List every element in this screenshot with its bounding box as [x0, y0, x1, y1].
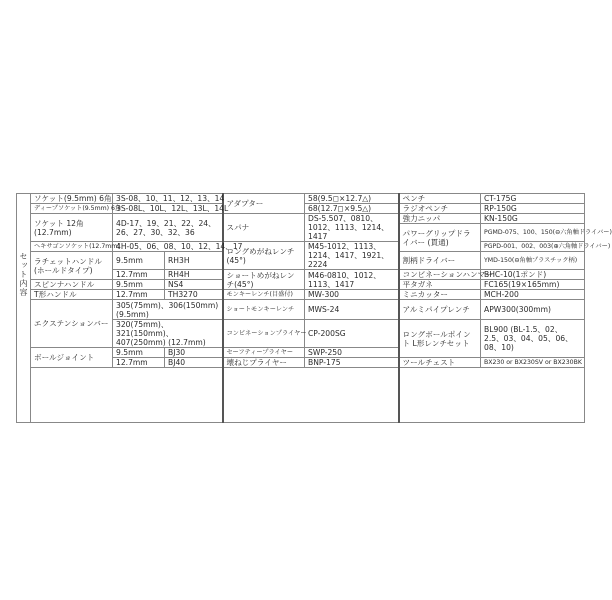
mid-item-name: スパナ [223, 214, 305, 242]
left-item-name: T形ハンドル [31, 290, 113, 300]
mid-item-name: ショートめがねレンチ(45°) [223, 270, 305, 290]
left-item-name: ヘキサゴンソケット(12.7mm) [31, 242, 113, 252]
mid-item-name: アダプター [223, 194, 305, 214]
mid-item-value: DS-5.507、0810、1012、1113、1214、1417 [305, 214, 399, 242]
left-item-value: 4H-05、06、08、10、12、14、17 [113, 242, 223, 252]
mid-item-value: M45-1012、1113、1214、1417、1921、2224 [305, 242, 399, 270]
right-item-name: ツールチェスト [399, 358, 481, 368]
right-item-value: YMD-150(⊖角軸プラスチック柄) [481, 252, 585, 270]
left-item-name: ディープソケット(9.5mm) 6角 [31, 204, 113, 214]
right-item-value: PGPD-001、002、003(⊕六角軸ドライバー) [481, 242, 585, 252]
right-item-value: RP-150G [481, 204, 585, 214]
empty-cell [223, 368, 399, 423]
right-item-name: ラジオペンチ [399, 204, 481, 214]
left-item-code: BJ40 [165, 358, 223, 368]
left-item-name: ソケット(9.5mm) 6角 [31, 194, 113, 204]
left-item-name: ラチェットハンドル (ホールドタイプ) [31, 252, 113, 280]
empty-cell [31, 368, 223, 423]
left-item-size: 9.5mm [113, 348, 165, 358]
empty-cell [399, 368, 585, 423]
mid-item-value: SWP-250 [305, 348, 399, 358]
left-item-name: スピンナハンドル [31, 280, 113, 290]
right-item-name: 割柄ドライバー [399, 252, 481, 270]
left-item-name: ソケット 12角 (12.7mm) [31, 214, 113, 242]
mid-item-value: 58(9.5◻×12.7△) [305, 194, 399, 204]
right-item-name: ペンチ [399, 194, 481, 204]
right-item-value: PGMD-075、100、150(⊖六角軸ドライバー) [481, 224, 585, 242]
left-item-value: 4D-17、19、21、22、24、26、27、30、32、36 [113, 214, 223, 242]
mid-item-name: ショートモンキーレンチ [223, 300, 305, 320]
right-item-name: パワーグリップドライバー (貫通) [399, 224, 481, 252]
right-item-value: APW300(300mm) [481, 300, 585, 320]
right-item-value: BX230 or BX230SV or BX230BK [481, 358, 585, 368]
right-item-value: BHC-10(1ポンド) [481, 270, 585, 280]
left-item-size: 9.5mm [113, 252, 165, 270]
mid-item-name: コンビネーションプライヤー [223, 320, 305, 348]
right-item-value: BL900 (BL-1.5、02、2.5、03、04、05、06、08、10) [481, 320, 585, 358]
left-item-value: 3S-08L、10L、12L、13L、14L [113, 204, 223, 214]
right-item-name: 平タガネ [399, 280, 481, 290]
left-item-code: BJ30 [165, 348, 223, 358]
mid-item-name: モンキーレンチ(目盛付) [223, 290, 305, 300]
right-item-value: FC165(19×165mm) [481, 280, 585, 290]
left-item-value: 305(75mm)、306(150mm) (9.5mm) [113, 300, 223, 320]
right-item-name: アルミパイプレンチ [399, 300, 481, 320]
right-item-value: KN-150G [481, 214, 585, 224]
left-item-size: 9.5mm [113, 280, 165, 290]
mid-item-name: ロングめがねレンチ(45°) [223, 242, 305, 270]
left-item-size: 12.7mm [113, 358, 165, 368]
mid-item-value: BNP-175 [305, 358, 399, 368]
mid-item-value: CP-200SG [305, 320, 399, 348]
left-item-code: RH4H [165, 270, 223, 280]
right-item-name: 強力ニッパ [399, 214, 481, 224]
right-item-value: CT-175G [481, 194, 585, 204]
right-item-value: MCH-200 [481, 290, 585, 300]
left-item-code: TH3270 [165, 290, 223, 300]
mid-item-value: MW-300 [305, 290, 399, 300]
left-item-name: エクステンションバー [31, 300, 113, 348]
right-item-name: ミニカッター [399, 290, 481, 300]
mid-item-value: M46-0810、1012、1113、1417 [305, 270, 399, 290]
left-item-size: 12.7mm [113, 290, 165, 300]
right-item-name: ロングボールポイント L形レンチセット [399, 320, 481, 358]
set-contents-table [16, 193, 612, 423]
section-label-cell [17, 194, 31, 423]
mid-item-value: MWS-24 [305, 300, 399, 320]
mid-item-name: セーフティープライヤー [223, 348, 305, 358]
left-item-value: 320(75mm)、321(150mm)、407(250mm) (12.7mm) [113, 320, 223, 348]
mid-item-name: 壊ねじプライヤー [223, 358, 305, 368]
left-item-code: NS4 [165, 280, 223, 290]
left-item-value: 3S-08、10、11、12、13、14 [113, 194, 223, 204]
section-title: セット内容 [19, 252, 28, 297]
left-item-size: 12.7mm [113, 270, 165, 280]
mid-item-value: 68(12.7◻×9.5△) [305, 204, 399, 214]
left-item-code: RH3H [165, 252, 223, 270]
right-item-name: コンビネーションハンマー [399, 270, 481, 280]
left-item-name: ボールジョイント [31, 348, 113, 368]
